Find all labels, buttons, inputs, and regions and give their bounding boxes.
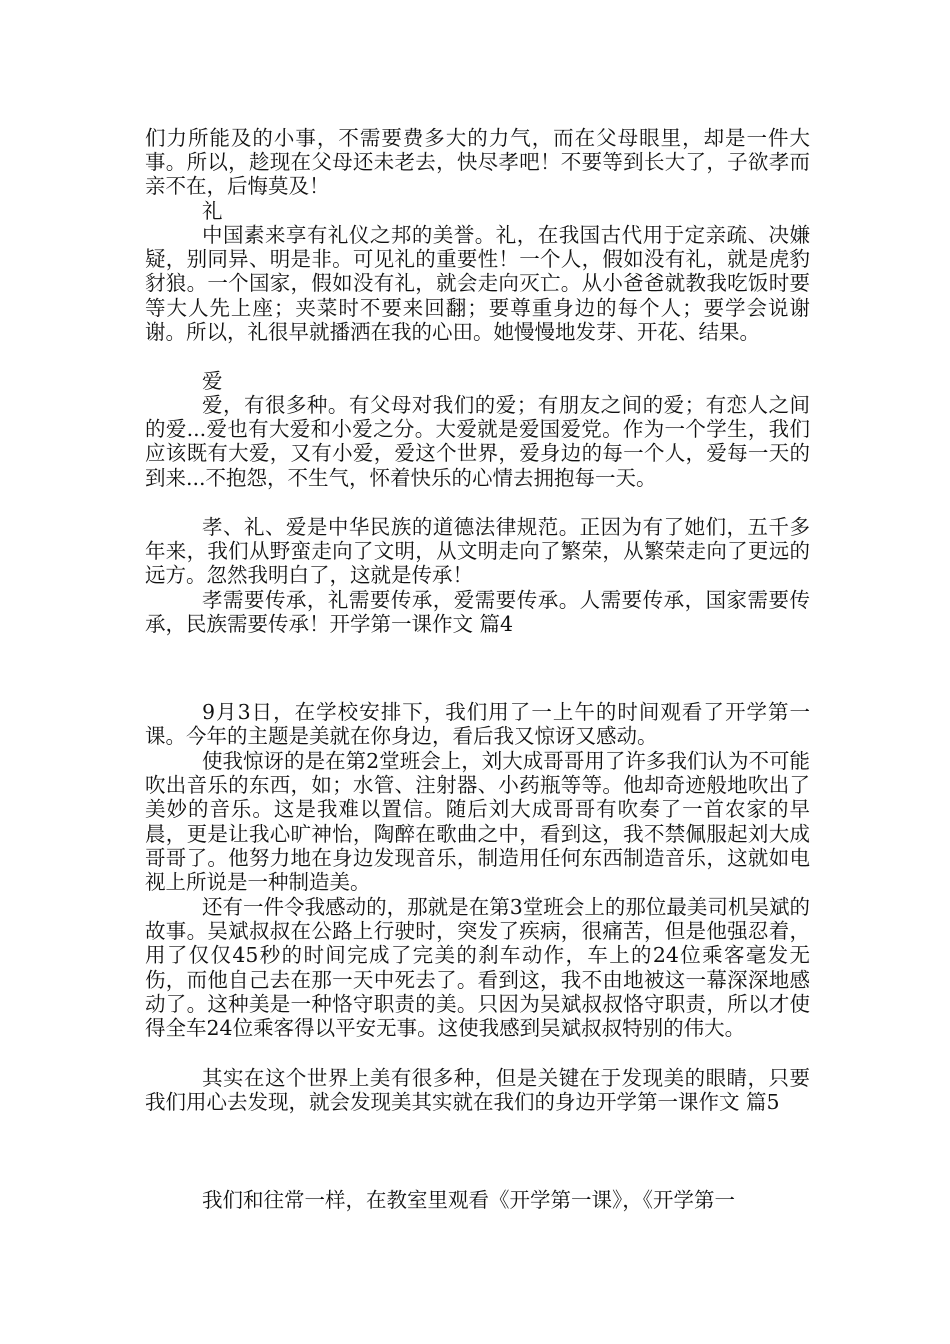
- paragraph-essay4-intro: 9月3日，在学校安排下，我们用了一上午的时间观看了开学第一课。今年的主题是美就在你身边，看后我又惊讶又感动。: [145, 700, 810, 749]
- paragraph-ai: 爱，有很多种。有父母对我们的爱；有朋友之间的爱；有恋人之间的爱...爱也有大爱和小爱之分。大爱就是爱国爱党。作为一个学生，我们应该既有大爱，又有小爱，爱这个世界，爱身边的每一个人，爱每一天的到来...不抱怨，不生气，怀着快乐的心情去拥抱每一天。: [145, 393, 810, 490]
- paragraph-heritage: 孝、礼、爱是中华民族的道德法律规范。正因为有了她们，五千多年来，我们从野蛮走向了文明，从文明走向了繁荣，从繁荣走向了更远的远方。忽然我明白了，这就是传承！: [145, 515, 810, 588]
- paragraph-heritage-conclusion: 孝需要传承，礼需要传承，爱需要传承。人需要传承，国家需要传承，民族需要传承！开学第一课作文 篇4: [145, 588, 810, 637]
- paragraph-essay4-conclusion: 其实在这个世界上美有很多种，但是关键在于发现美的眼睛，只要我们用心去发现，就会发现美其实就在我们的身边开学第一课作文 篇5: [145, 1066, 810, 1115]
- paragraph-essay5-intro: 我们和往常一样，在教室里观看《开学第一课》，《开学第一: [202, 1188, 735, 1212]
- paragraph-filial-ending: 们力所能及的小事，不需要费多大的力气，而在父母眼里，却是一件大事。所以，趁现在父母还未老去，快尽孝吧！不要等到长大了，子欲孝而亲不在，后悔莫及！: [145, 126, 810, 199]
- paragraph-li: 中国素来享有礼仪之邦的美誉。礼，在我国古代用于定亲疏、决嫌疑，别同异、明是非。可见礼的重要性！一个人，假如没有礼，就是虎豹豺狼。一个国家，假如没有礼，就会走向灭亡。从小爸爸就教我吃饭时要等大人先上座；夹菜时不要来回翻；要尊重身边的每个人；要学会说谢谢。所以，礼很早就播洒在我的心田。她慢慢地发芽、开花、结果。: [145, 223, 810, 344]
- paragraph-essay4-music: 使我惊讶的是在第2堂班会上，刘大成哥哥用了许多我们认为不可能吹出音乐的东西，如；水管、注射器、小药瓶等等。他却奇迹般地吹出了美妙的音乐。这是我难以置信。随后刘大成哥哥有吹奏了一首农家的早晨，更是让我心旷神怡，陶醉在歌曲之中，看到这，我不禁佩服起刘大成哥哥了。他努力地在身边发现音乐，制造用任何东西制造音乐，这就如电视上所说是一种制造美。: [145, 749, 810, 895]
- heading-li: 礼: [202, 199, 223, 223]
- paragraph-essay4-driver: 还有一件令我感动的，那就是在第3堂班会上的那位最美司机吴斌的故事。吴斌叔叔在公路上行驶时，突发了疾病，很痛苦，但是他强忍着，用了仅仅45秒的时间完成了完美的刹车动作，车上的24位乘客毫发无伤，而他自己去在那一天中死去了。看到这，我不由地被这一幕深深地感动了。这种美是一种恪守职责的美。只因为吴斌叔叔恪守职责，所以才使得全车24位乘客得以平安无事。这使我感到吴斌叔叔特别的伟大。: [145, 895, 810, 1041]
- heading-ai: 爱: [202, 369, 223, 393]
